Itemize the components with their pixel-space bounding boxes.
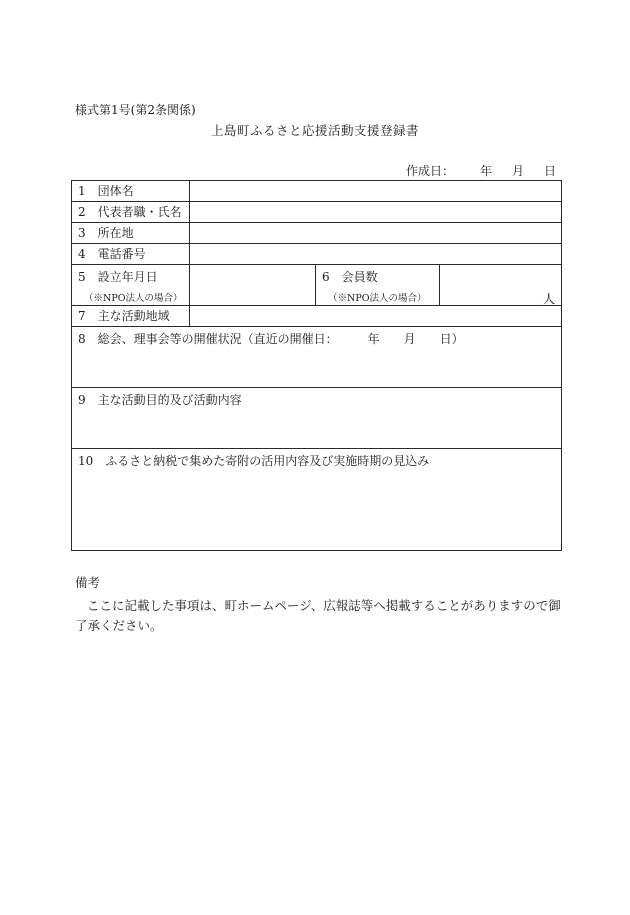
date-day-label: 日 — [543, 164, 556, 178]
date-month-label: 月 — [511, 164, 524, 178]
label-established-date — [72, 265, 190, 306]
label-representative: 2 代表者職・氏名 — [72, 202, 190, 223]
label-phone: 4 電話番号 — [72, 244, 190, 265]
field-address[interactable] — [190, 223, 562, 244]
label-address: 3 所在地 — [72, 223, 190, 244]
member-count-unit: 人 — [543, 292, 556, 306]
field-donation-usage[interactable] — [72, 449, 562, 551]
label-activity-area: 7 主な活動地域 — [72, 306, 190, 327]
field-representative[interactable] — [190, 202, 562, 223]
member-count-note: （※NPO法人の場合） — [328, 293, 427, 304]
field-established-date[interactable] — [190, 265, 316, 306]
field-phone[interactable] — [190, 244, 562, 265]
creation-date-label: 作成日： — [405, 164, 454, 178]
date-year-label: 年 — [479, 164, 492, 178]
row-group-name — [72, 181, 562, 202]
creation-date-line — [406, 162, 556, 179]
row-meeting-status[interactable] — [72, 327, 562, 388]
field-group-name[interactable] — [190, 181, 562, 202]
row-established-members — [72, 265, 562, 306]
row-representative — [72, 202, 562, 223]
notes-title: 備考 — [75, 575, 101, 590]
form-number: 様式第1号(第2条関係) — [75, 103, 196, 117]
registration-form-table — [71, 180, 562, 551]
meeting-status-label: 8 総会、理事会等の開催状況（直近の開催日： 年 月 日） — [78, 332, 464, 346]
row-donation-usage[interactable] — [72, 449, 562, 551]
row-activity-area — [72, 306, 562, 327]
field-activity-area[interactable] — [190, 306, 562, 327]
label-member-count — [316, 265, 440, 306]
label-group-name: 1 団体名 — [72, 181, 190, 202]
document-title: 上島町ふるさと応援活動支援登録書 — [210, 123, 419, 138]
established-date-label: 5 設立年月日 — [78, 270, 158, 284]
activity-purpose-label: 9 主な活動目的及び活動内容 — [78, 393, 242, 407]
row-phone — [72, 244, 562, 265]
notes-body: ここに記載した事項は、町ホームページ、広報誌等へ掲載することがありますので御了承ください。 — [75, 598, 561, 633]
donation-usage-label: 10 ふるさと納税で集めた寄附の活用内容及び実施時期の見込み — [78, 454, 430, 468]
member-count-label: 6 会員数 — [322, 270, 378, 284]
field-activity-purpose[interactable] — [72, 388, 562, 449]
field-member-count[interactable] — [440, 265, 562, 306]
established-date-note: （※NPO法人の場合） — [84, 293, 183, 304]
row-activity-purpose[interactable] — [72, 388, 562, 449]
field-meeting-status[interactable] — [72, 327, 562, 388]
row-address — [72, 223, 562, 244]
